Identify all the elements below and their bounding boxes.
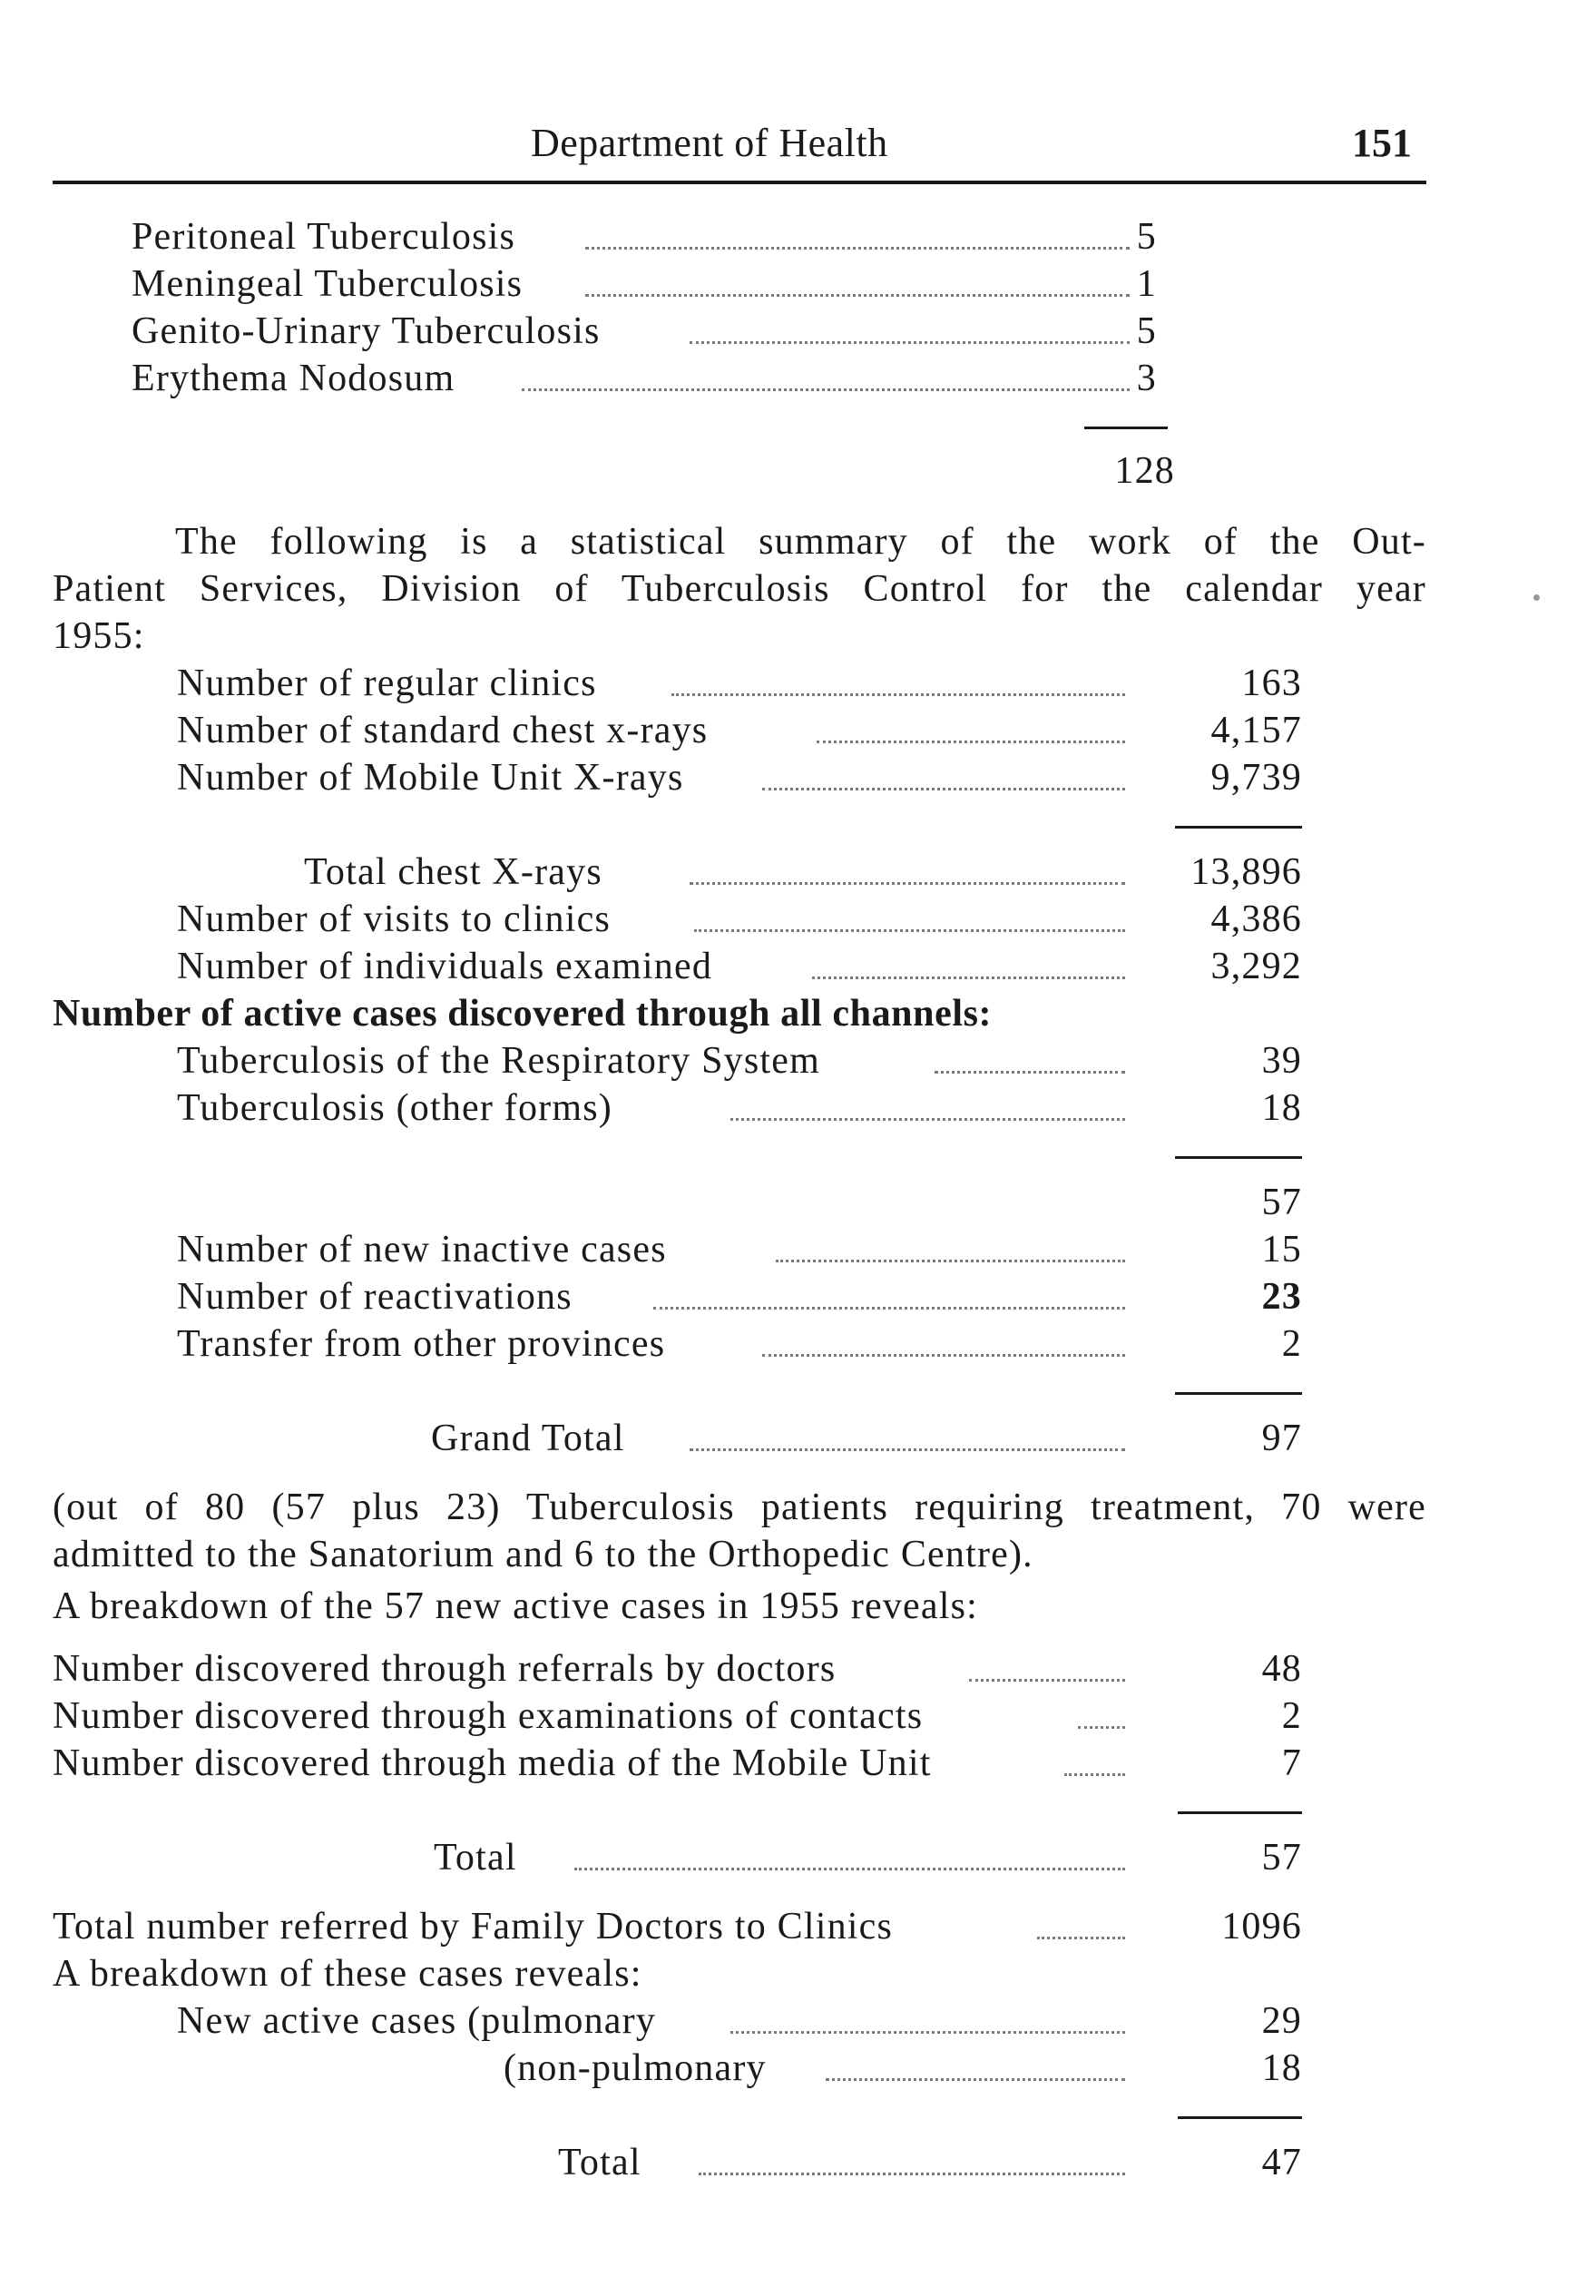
dot-leader <box>1078 1693 1125 1740</box>
dot-leader <box>730 1084 1125 1132</box>
row-value: 7 <box>1281 1742 1302 1784</box>
row-label: Number of reactivations <box>177 1276 573 1318</box>
row-value: 4,386 <box>1210 898 1302 940</box>
dot-leader <box>671 660 1125 707</box>
total-row <box>53 1834 1302 1881</box>
header-rule <box>53 181 1426 184</box>
dot-leader <box>574 1834 1125 1881</box>
dot-leader <box>653 1273 1125 1320</box>
row-label: Number of visits to clinics <box>177 898 612 940</box>
total-value: 57 <box>1261 1837 1302 1879</box>
row-value: 39 <box>1261 1040 1302 1082</box>
subtotal-value: 128 <box>1114 450 1175 492</box>
row-label: Genito-Urinary Tuberculosis <box>132 310 601 352</box>
total-value: 47 <box>1261 2142 1302 2183</box>
dot-leader <box>585 260 1130 308</box>
row-label: Total number referred by Family Doctors to Clinics <box>53 1906 894 1948</box>
total-row <box>177 2139 1302 2186</box>
dot-leader <box>812 943 1125 990</box>
table-row <box>177 943 1302 990</box>
table-row <box>53 1903 1302 1950</box>
total-label: Total chest X-rays <box>304 851 602 893</box>
row-value: 3 <box>1136 358 1157 399</box>
total-label: Total <box>558 2142 641 2183</box>
total-row <box>177 849 1302 896</box>
note-line: (out of 80 (57 plus 23) Tuberculosis patients requiring treatment, 70 were <box>53 1487 1426 1528</box>
grand-total-row <box>177 1415 1302 1462</box>
intro-line: Patient Services, Division of Tuberculosis Control for the calendar year <box>53 568 1426 610</box>
row-label: Number of standard chest x-rays <box>177 710 709 751</box>
dot-leader <box>690 1415 1125 1462</box>
row-label: Peritoneal Tuberculosis <box>132 216 516 258</box>
row-label: (non-pulmonary <box>504 2047 767 2089</box>
breakdown-intro: A breakdown of these cases reveals: <box>53 1953 642 1995</box>
note-paragraph <box>53 1484 1426 1578</box>
dot-leader <box>935 1037 1125 1084</box>
row-label: Number discovered through examinations of contacts <box>53 1695 924 1737</box>
row-label: Number of individuals examined <box>177 946 713 987</box>
row-value: 4,157 <box>1210 710 1302 751</box>
dot-leader <box>817 707 1125 754</box>
dot-leader <box>826 2045 1125 2092</box>
row-label: Number discovered through media of the Mobile Unit <box>53 1742 932 1784</box>
row-label: Tuberculosis of the Respiratory System <box>177 1040 821 1082</box>
row-value: 1096 <box>1221 1906 1302 1948</box>
sum-rule <box>1178 1811 1302 1814</box>
note-line: admitted to the Sanatorium and 6 to the Orthopedic Centre). <box>53 1534 1033 1575</box>
table-row <box>53 1740 1302 1787</box>
table-row <box>177 707 1302 754</box>
grand-total-value: 97 <box>1261 1418 1302 1459</box>
table-row <box>53 1693 1302 1740</box>
table-row <box>177 896 1302 943</box>
running-header-title: Department of Health <box>531 121 888 165</box>
print-speck <box>1533 594 1540 601</box>
table-row <box>177 1084 1302 1132</box>
subtotal-value: 57 <box>1261 1182 1302 1223</box>
row-value: 5 <box>1136 216 1157 258</box>
row-value: 163 <box>1241 662 1302 704</box>
table-row <box>177 754 1302 801</box>
total-label: Total <box>434 1837 517 1879</box>
row-value: 1 <box>1136 263 1157 305</box>
row-label: New active cases (pulmonary <box>177 2000 657 2042</box>
row-value: 23 <box>1261 1276 1302 1318</box>
row-value: 29 <box>1261 2000 1302 2042</box>
table-row <box>132 260 1175 308</box>
table-row <box>177 1226 1302 1273</box>
row-value: 5 <box>1136 310 1157 352</box>
dot-leader <box>1064 1740 1125 1787</box>
dot-leader <box>762 1320 1125 1368</box>
sum-rule <box>1175 826 1302 829</box>
dot-leader <box>690 308 1130 355</box>
row-label: Meningeal Tuberculosis <box>132 263 524 305</box>
sum-rule <box>1084 427 1168 429</box>
dot-leader <box>585 213 1130 260</box>
breakdown-intro: A breakdown of the 57 new active cases in 1955 reveals: <box>53 1585 979 1627</box>
row-value: 2 <box>1281 1323 1302 1365</box>
table-row <box>132 355 1175 402</box>
row-label: Number of Mobile Unit X-rays <box>177 757 684 799</box>
intro-line: The following is a statistical summary of the work of the Out- <box>175 521 1426 563</box>
table-row <box>132 213 1175 260</box>
intro-paragraph <box>53 518 1426 660</box>
row-label: Erythema Nodosum <box>132 358 455 399</box>
row-value: 2 <box>1281 1695 1302 1737</box>
row-value: 9,739 <box>1210 757 1302 799</box>
dot-leader <box>699 2139 1125 2186</box>
row-label: Tuberculosis (other forms) <box>177 1087 612 1129</box>
dot-leader <box>690 849 1125 896</box>
sum-rule <box>1175 1392 1302 1395</box>
dot-leader <box>969 1645 1125 1693</box>
dot-leader <box>762 754 1125 801</box>
table-row <box>177 1037 1302 1084</box>
table-row <box>177 660 1302 707</box>
row-value: 48 <box>1261 1648 1302 1690</box>
row-label: Transfer from other provinces <box>177 1323 666 1365</box>
table-row <box>177 1997 1302 2045</box>
row-value: 15 <box>1261 1229 1302 1271</box>
row-value: 3,292 <box>1210 946 1302 987</box>
table-row <box>132 308 1175 355</box>
intro-line: 1955: <box>53 615 145 657</box>
row-label: Number of new inactive cases <box>177 1229 667 1271</box>
page-number: 151 <box>1352 121 1412 165</box>
table-row <box>53 1645 1302 1693</box>
sum-rule <box>1175 1156 1302 1159</box>
row-value: 18 <box>1261 2047 1302 2089</box>
row-label: Number of regular clinics <box>177 662 597 704</box>
grand-total-label: Grand Total <box>431 1418 625 1459</box>
dot-leader <box>1037 1903 1125 1950</box>
section-heading: Number of active cases discovered through all channels: <box>53 993 993 1035</box>
table-row <box>177 2045 1302 2092</box>
total-value: 13,896 <box>1190 851 1302 893</box>
dot-leader <box>730 1997 1125 2045</box>
row-label: Number discovered through referrals by doctors <box>53 1648 837 1690</box>
row-value: 18 <box>1261 1087 1302 1129</box>
sum-rule <box>1178 2116 1302 2119</box>
dot-leader <box>522 355 1130 402</box>
dot-leader <box>694 896 1125 943</box>
dot-leader <box>776 1226 1125 1273</box>
table-row <box>177 1273 1302 1320</box>
table-row <box>177 1320 1302 1368</box>
